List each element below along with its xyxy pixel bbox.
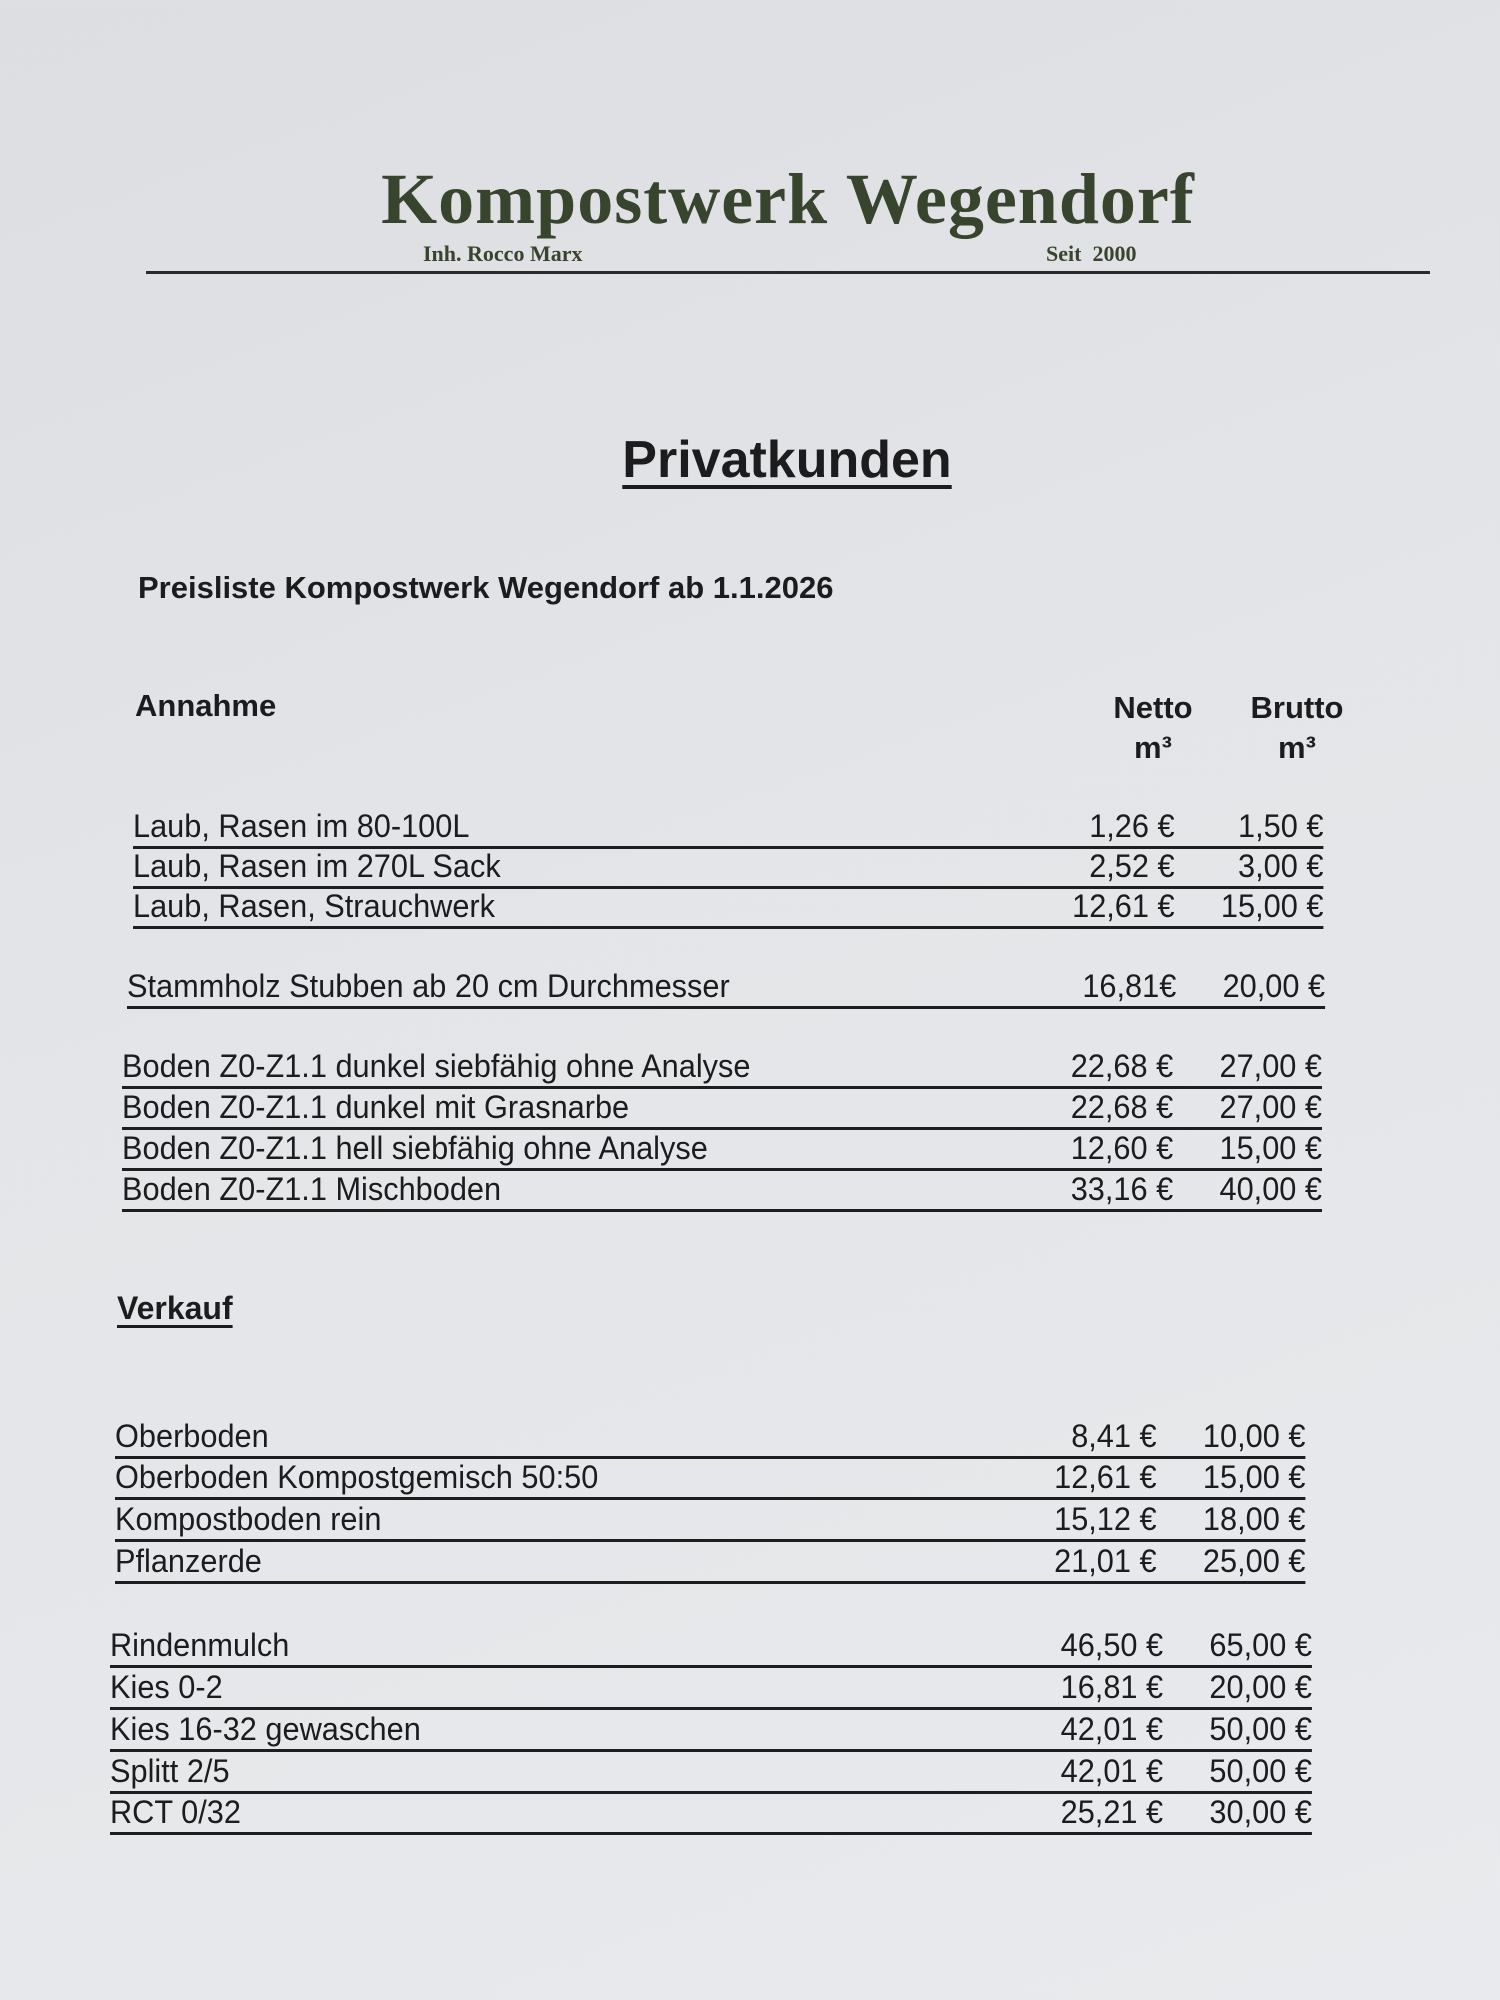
price-row [122, 1128, 1322, 1171]
item-name: Boden Z0-Z1.1 Mischboden [122, 1171, 502, 1207]
netto-price: 12,61 € [1072, 888, 1175, 924]
owner-line: Inh. Rocco Marx [423, 241, 583, 266]
item-name: RCT 0/32 [110, 1794, 241, 1830]
item-name: Boden Z0-Z1.1 dunkel mit Grasnarbe [122, 1089, 630, 1125]
item-name: Laub, Rasen im 80-100L [133, 808, 470, 844]
price-row [110, 1709, 1312, 1752]
item-name: Splitt 2/5 [110, 1753, 230, 1789]
item-name: Laub, Rasen im 270L Sack [133, 848, 501, 884]
brutto-price: 15,00 € [1202, 1459, 1306, 1495]
netto-price: 42,01 € [1060, 1711, 1164, 1747]
item-name: Stammholz Stubben ab 20 cm Durchmesser [127, 968, 730, 1004]
brutto-price: 10,00 € [1202, 1418, 1306, 1454]
brutto-price: 20,00 € [1222, 968, 1326, 1004]
brutto-label: Brutto [1250, 690, 1344, 725]
item-name: Kies 0-2 [110, 1669, 223, 1705]
since-line: Seit 2000 [1046, 241, 1137, 266]
price-row [133, 846, 1323, 889]
netto-price: 42,01 € [1060, 1753, 1164, 1789]
price-row [122, 1046, 1322, 1089]
price-row [110, 1667, 1312, 1710]
brutto-price: 20,00 € [1209, 1669, 1312, 1705]
column-header-brutto [1227, 688, 1367, 768]
netto-price: 16,81€ [1082, 968, 1177, 1004]
price-row [115, 1541, 1305, 1584]
item-name: Kompostboden rein [115, 1501, 382, 1537]
price-row [110, 1751, 1312, 1794]
brutto-price: 30,00 € [1209, 1794, 1312, 1830]
netto-price: 21,01 € [1054, 1543, 1157, 1579]
item-name: Kies 16-32 gewaschen [110, 1711, 421, 1747]
brutto-price: 15,00 € [1220, 888, 1324, 924]
price-row [115, 1416, 1305, 1459]
price-row [122, 1169, 1322, 1212]
brutto-price: 40,00 € [1219, 1171, 1322, 1207]
netto-unit: m³ [1134, 730, 1172, 765]
price-row [122, 1087, 1322, 1130]
item-name: Boden Z0-Z1.1 dunkel siebfähig ohne Analyse [122, 1048, 751, 1084]
section-heading-annahme: Annahme [135, 688, 277, 723]
netto-price: 46,50 € [1060, 1627, 1164, 1663]
page-title: Privatkunden [622, 431, 952, 489]
netto-price: 12,61 € [1054, 1459, 1157, 1495]
item-name: Boden Z0-Z1.1 hell siebfähig ohne Analyse [122, 1130, 708, 1166]
netto-label: Netto [1113, 690, 1193, 725]
price-row [127, 966, 1325, 1009]
brutto-price: 3,00 € [1237, 848, 1324, 884]
item-name: Laub, Rasen, Strauchwerk [133, 888, 496, 924]
netto-price: 33,16 € [1070, 1171, 1174, 1207]
netto-price: 8,41 € [1071, 1418, 1157, 1454]
netto-price: 12,60 € [1070, 1130, 1174, 1166]
section-heading-verkauf: Verkauf [117, 1290, 233, 1326]
netto-price: 22,68 € [1070, 1089, 1174, 1125]
netto-price: 25,21 € [1060, 1794, 1164, 1830]
brutto-price: 27,00 € [1219, 1089, 1322, 1125]
item-name: Rindenmulch [110, 1627, 290, 1663]
price-list-subtitle: Preisliste Kompostwerk Wegendorf ab 1.1.2026 [138, 570, 834, 605]
brutto-unit: m³ [1278, 730, 1316, 765]
netto-price: 15,12 € [1054, 1501, 1157, 1537]
netto-price: 2,52 € [1089, 848, 1175, 884]
brutto-price: 15,00 € [1219, 1130, 1322, 1166]
company-name: Kompostwerk Wegendorf [381, 159, 1195, 239]
brutto-price: 50,00 € [1209, 1753, 1312, 1789]
item-name: Oberboden [115, 1418, 269, 1454]
column-header-netto [1083, 688, 1223, 768]
brutto-price: 65,00 € [1209, 1627, 1312, 1663]
item-name: Oberboden Kompostgemisch 50:50 [115, 1459, 599, 1495]
price-row [115, 1457, 1305, 1500]
price-row [133, 806, 1323, 849]
brutto-price: 27,00 € [1219, 1048, 1322, 1084]
header-divider [146, 271, 1430, 274]
netto-price: 1,26 € [1089, 808, 1175, 844]
brutto-price: 50,00 € [1209, 1711, 1312, 1747]
netto-price: 16,81 € [1060, 1669, 1164, 1705]
price-row [133, 886, 1323, 929]
netto-price: 22,68 € [1070, 1048, 1174, 1084]
price-row [110, 1792, 1312, 1835]
price-row [110, 1625, 1312, 1668]
item-name: Pflanzerde [115, 1543, 262, 1579]
brutto-price: 25,00 € [1202, 1543, 1306, 1579]
brutto-price: 18,00 € [1202, 1501, 1306, 1537]
brutto-price: 1,50 € [1237, 808, 1324, 844]
price-row [115, 1499, 1305, 1542]
